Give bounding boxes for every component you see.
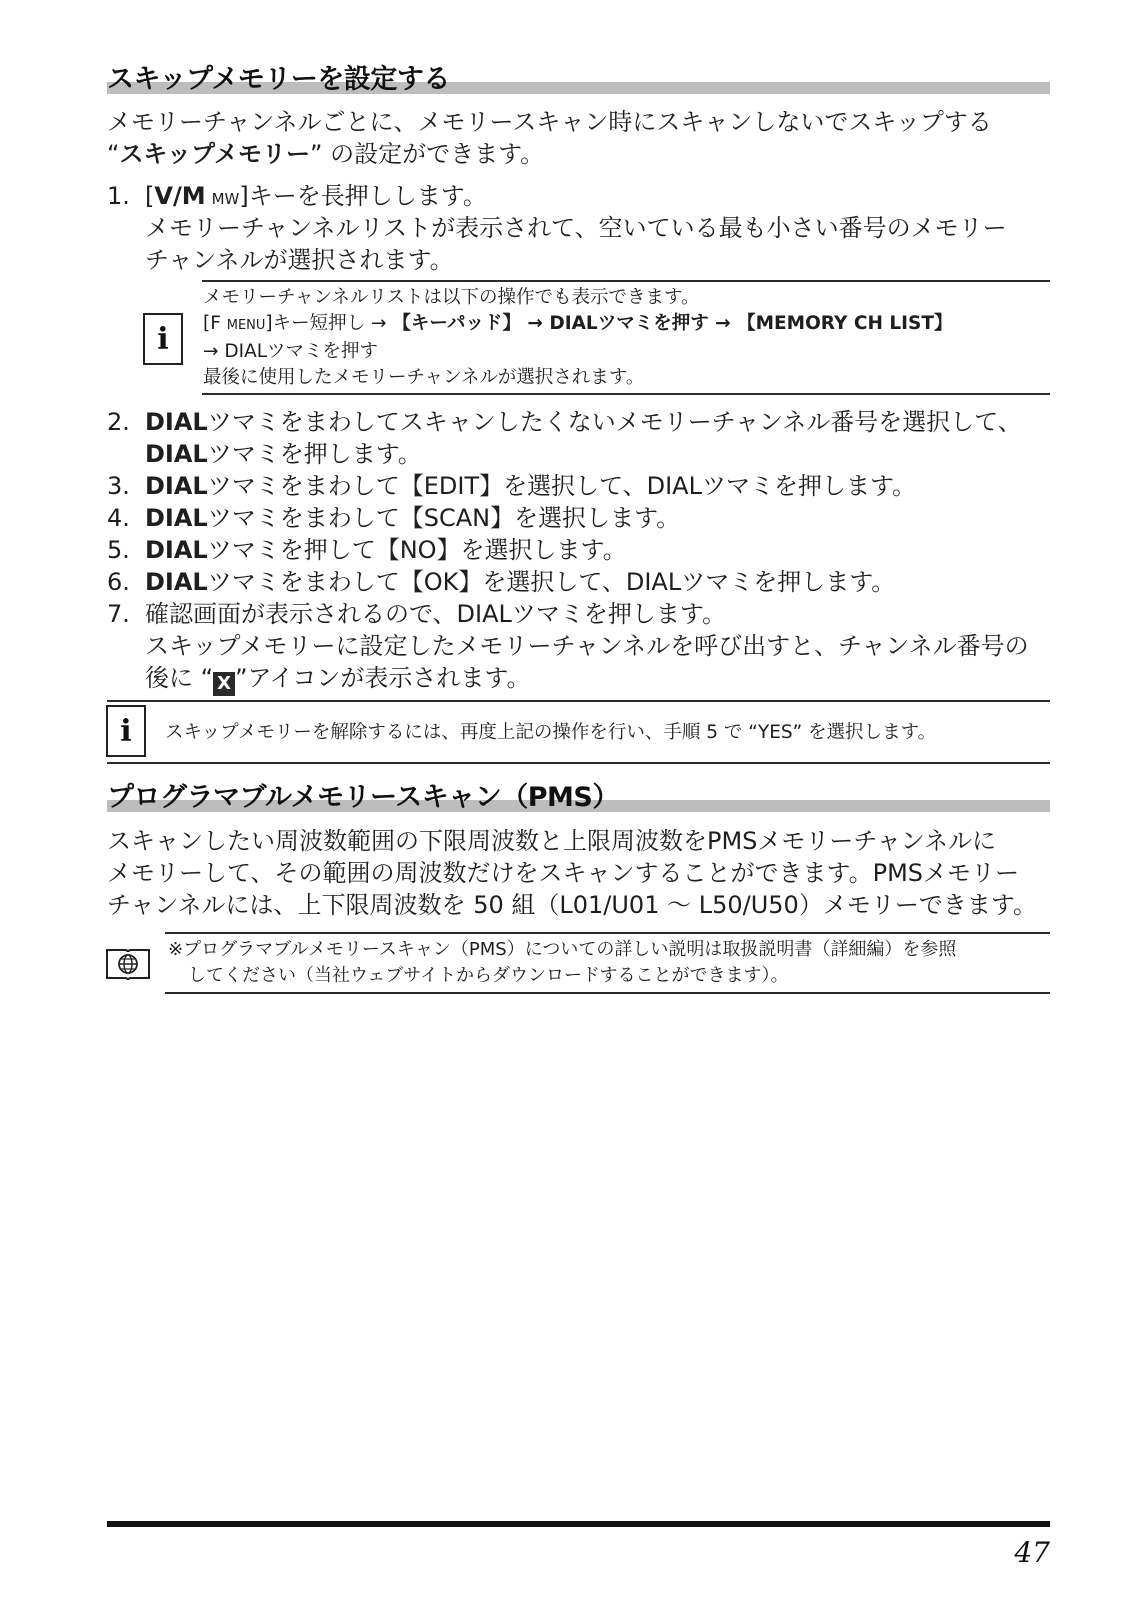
step-4 — [107, 502, 680, 534]
dial-term: DIAL — [145, 504, 208, 532]
ref-line-1: ※プログラマブルメモリースキャン（PMS）についての詳しい説明は取扱説明書（詳細編）を参照 — [168, 939, 957, 960]
ref-rule-bottom — [165, 992, 1050, 994]
note-rule-top — [202, 280, 1050, 282]
step-7-detail — [145, 630, 1029, 696]
detail-line-2 — [145, 662, 1029, 696]
step-text: 確認画面が表示されるので、DIALツマミを押します。 — [145, 600, 726, 628]
step-number: 4. — [107, 504, 130, 532]
dial-term: DIAL — [145, 536, 208, 564]
step-text: ツマミをまわして【OK】を選択して、DIALツマミを押します。 — [207, 568, 896, 596]
manual-web-icon — [105, 946, 151, 982]
f-key-open: [F — [203, 313, 227, 334]
note-line-1: メモリーチャンネルリストは以下の操作でも表示できます。 — [203, 287, 700, 308]
step-text: ツマミをまわして【EDIT】を選択して、DIALツマミを押します。 — [207, 472, 917, 500]
pms-line-2: メモリーして、その範囲の周波数だけをスキャンすることができます。PMSメモリー — [107, 859, 1020, 887]
step-5 — [107, 534, 627, 566]
detail-text-b: ”アイコンが表示されます。 — [235, 664, 531, 692]
step-number: 1. — [107, 182, 130, 210]
step-3 — [107, 470, 916, 502]
vm-key: V/M — [154, 182, 206, 210]
step-number: 2. — [107, 408, 130, 436]
detail-line-1: スキップメモリーに設定したメモリーチャンネルを呼び出すと、チャンネル番号の — [145, 632, 1029, 660]
bracket-close: ] — [239, 182, 249, 210]
step-2 — [107, 406, 1022, 438]
keypad-key: 【キーパッド】 — [392, 313, 521, 334]
quote-open: “ — [107, 140, 120, 168]
note-line-2 — [203, 311, 952, 339]
skip-x-icon: X — [213, 672, 235, 696]
section-title: スキップメモリーを設定する — [107, 64, 450, 95]
step-text: ツマミをまわしてスキャンしたくないメモリーチャンネル番号を選択して、 — [207, 408, 1022, 436]
note-text-c: → DIALツマミを押す → — [520, 313, 738, 334]
info-icon: i — [106, 705, 146, 757]
menu-subscript: MENU — [226, 318, 266, 333]
note-text-b: ]キー短押し → — [265, 313, 393, 334]
pms-paragraph — [107, 825, 1037, 921]
note-alternate-access — [203, 285, 952, 391]
note2-rule-top — [107, 700, 1050, 702]
detail-line-2: チャンネルが選択されます。 — [145, 246, 454, 274]
ref-line-2: してください（当社ウェブサイトからダウンロードすることができます）。 — [188, 965, 789, 986]
intro-line-1: メモリーチャンネルごとに、メモリースキャン時にスキャンしないでスキップする — [107, 108, 992, 136]
section-title: プログラマブルメモリースキャン（PMS） — [107, 782, 619, 813]
step-6 — [107, 566, 895, 598]
pms-line-3: チャンネルには、上下限周波数を 50 組（L01/U01 ～ L50/U50）メモリーできます。 — [107, 891, 1037, 919]
step-7 — [107, 598, 726, 630]
page-number: 47 — [1014, 1536, 1050, 1569]
footer-bar — [107, 1521, 1050, 1527]
step-number: 5. — [107, 536, 130, 564]
note-rule-bottom — [202, 393, 1050, 395]
step-text: ツマミを押して【NO】を選択します。 — [207, 536, 627, 564]
step-1-detail — [145, 212, 1007, 276]
note-cancel-skip: スキップメモリーを解除するには、再度上記の操作を行い、手順 5 で “YES” を選択します。 — [165, 722, 937, 743]
bracket-open: [ — [145, 182, 155, 210]
ref-note — [168, 937, 956, 989]
quote-close: ” — [310, 140, 323, 168]
skip-memory-term: スキップメモリー — [119, 140, 310, 168]
detail-line-1: メモリーチャンネルリストが表示されて、空いている最も小さい番号のメモリー — [145, 214, 1007, 242]
step-text: キーを長押しします。 — [248, 182, 487, 210]
step-1 — [107, 180, 487, 215]
section-heading-skip-memory — [107, 64, 1050, 98]
step-text: ツマミを押します。 — [207, 440, 422, 468]
dial-term: DIAL — [145, 440, 208, 468]
detail-text-a: 後に “ — [145, 664, 214, 692]
intro-paragraph — [107, 106, 992, 170]
note-line-3: → DIALツマミを押す — [203, 341, 379, 362]
pms-line-1: スキャンしたい周波数範囲の下限周波数と上限周波数をPMSメモリーチャンネルに — [107, 827, 996, 855]
dial-term: DIAL — [145, 408, 208, 436]
note2-rule-bottom — [107, 762, 1050, 764]
step-text: ツマミをまわして【SCAN】を選択します。 — [207, 504, 681, 532]
intro-line-2 — [107, 138, 992, 170]
note-line-4: 最後に使用したメモリーチャンネルが選択されます。 — [203, 367, 645, 388]
dial-term: DIAL — [145, 472, 208, 500]
memory-ch-list-key: 【MEMORY CH LIST】 — [737, 313, 953, 334]
step-number: 7. — [107, 600, 130, 628]
info-icon: i — [143, 313, 183, 365]
intro-rest: の設定ができます。 — [322, 140, 545, 168]
step-2-continuation — [145, 438, 422, 470]
step-number: 3. — [107, 472, 130, 500]
section-heading-pms — [107, 782, 1050, 816]
mw-subscript: MW — [211, 190, 240, 208]
ref-rule-top — [165, 932, 1050, 934]
step-number: 6. — [107, 568, 130, 596]
dial-term: DIAL — [145, 568, 208, 596]
